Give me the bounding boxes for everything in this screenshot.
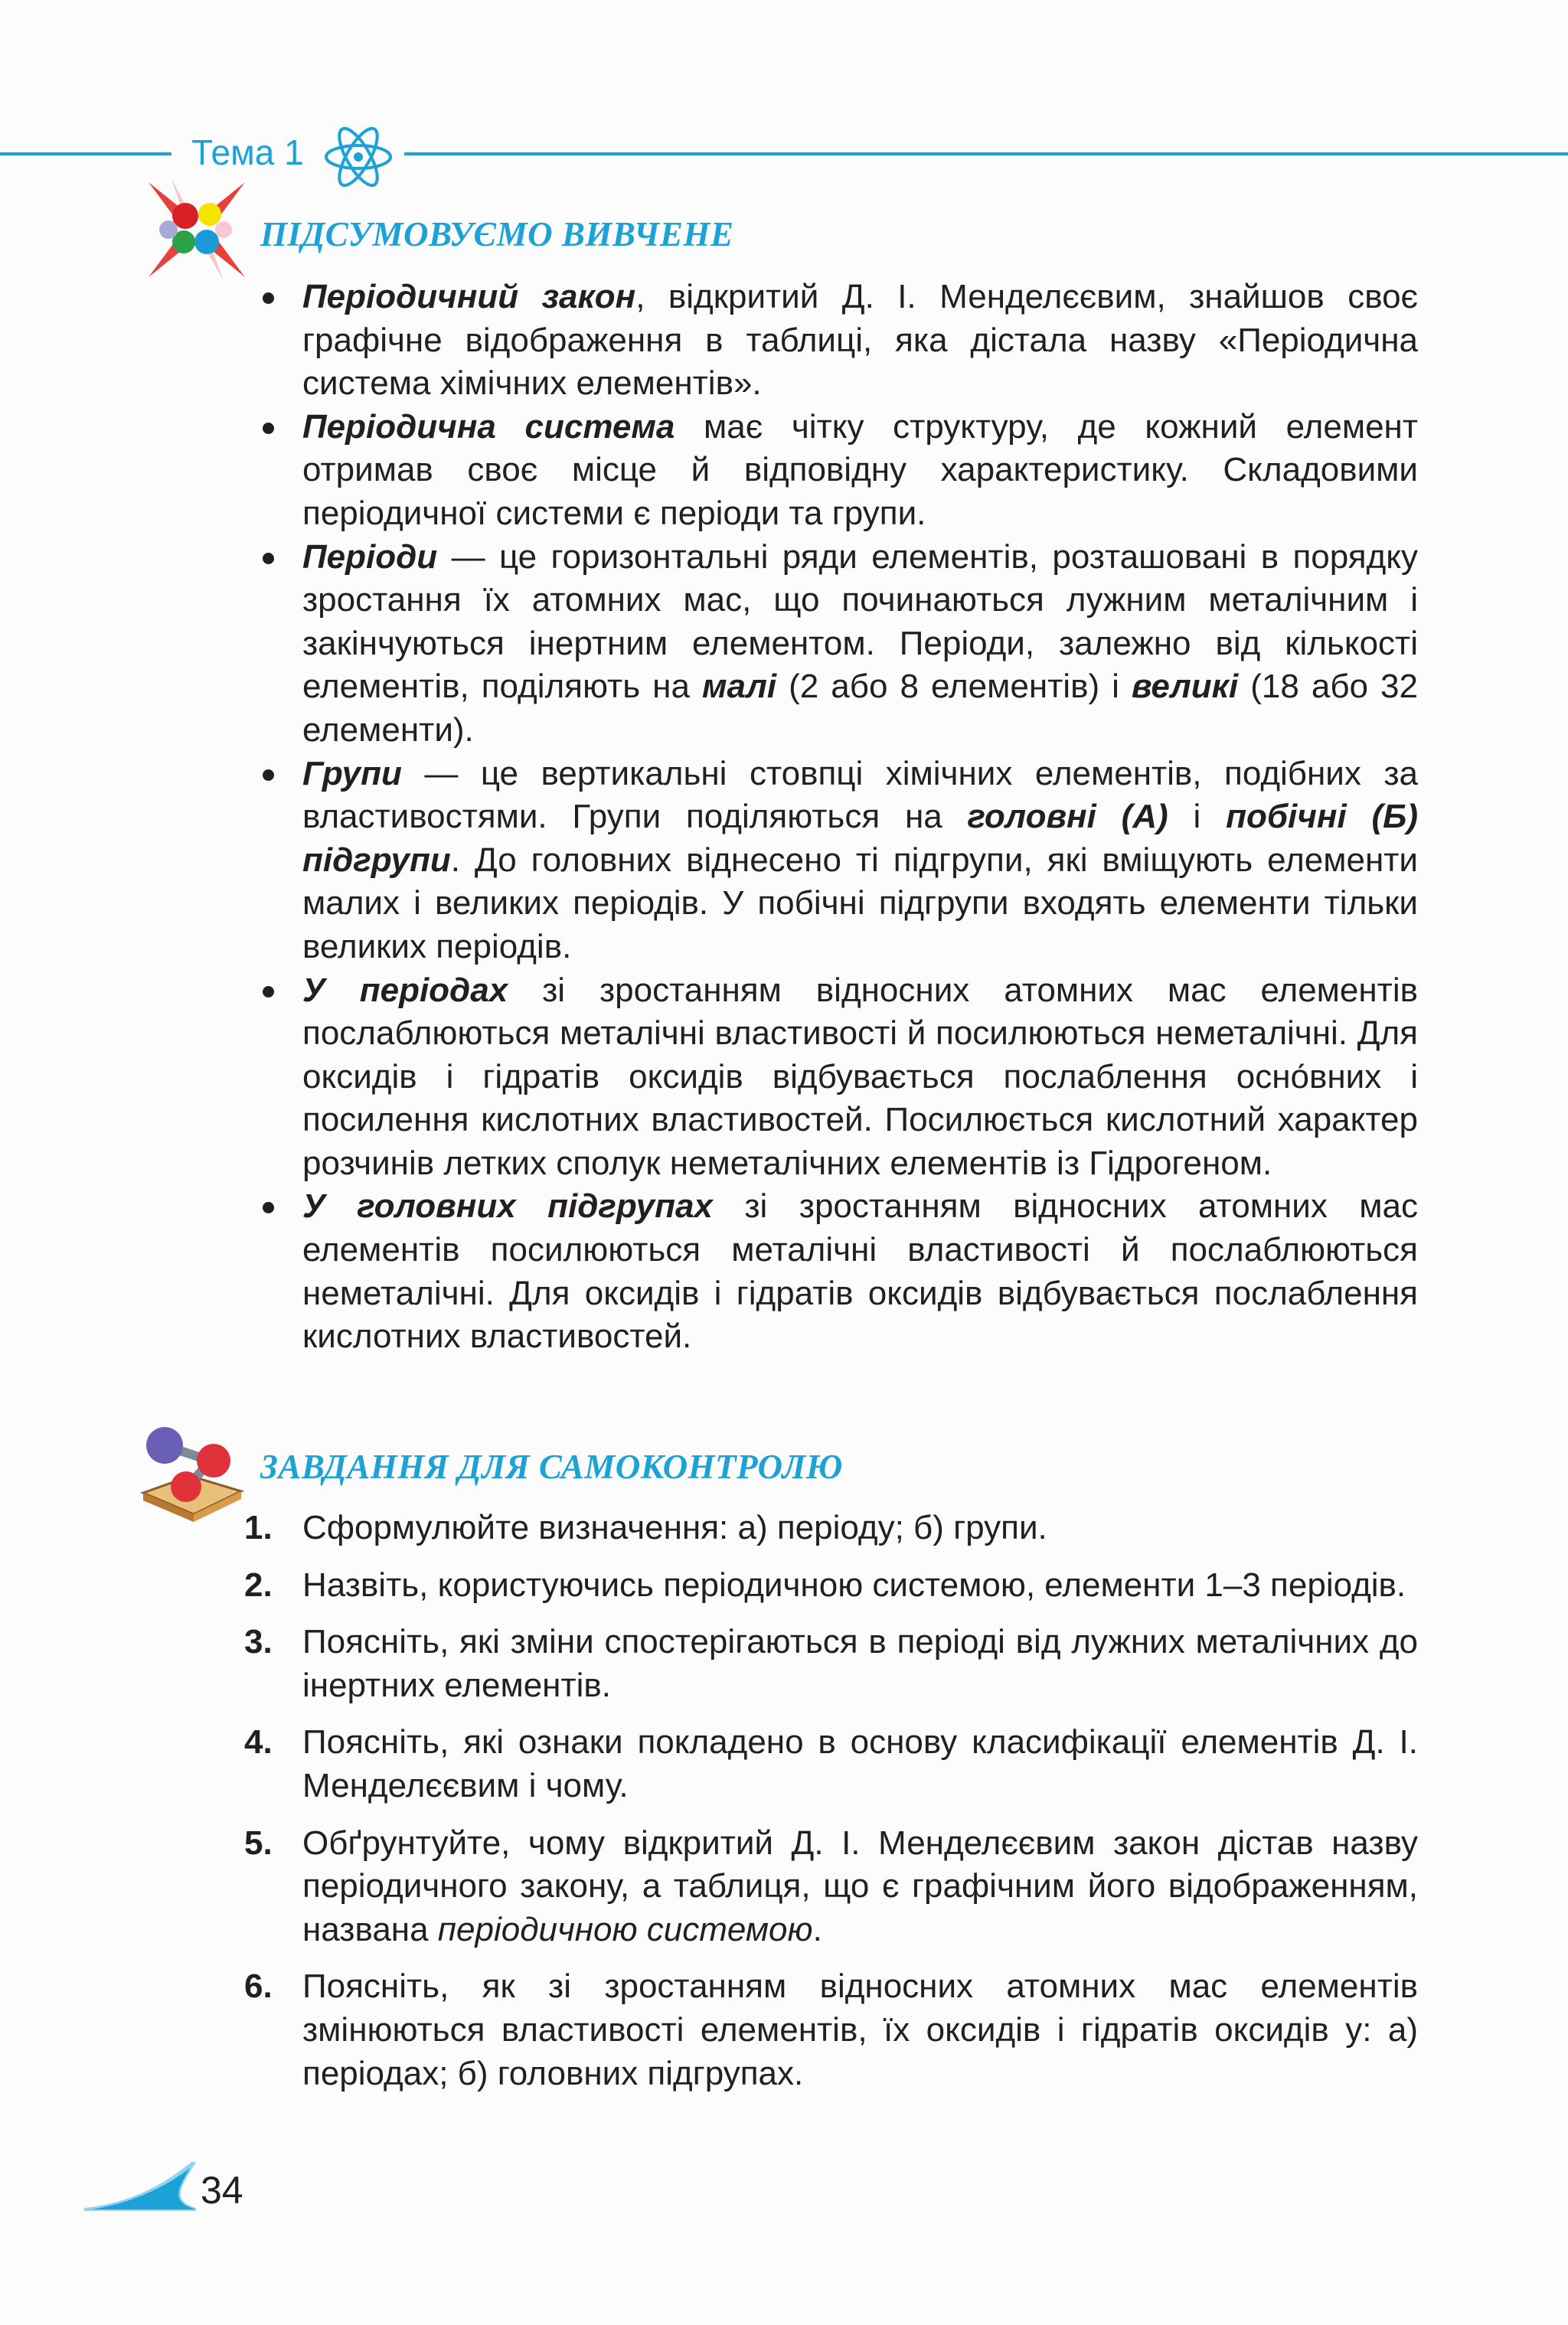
task-item: [244, 1564, 1418, 1608]
summary-title: ПІДСУМОВУЄМО ВИВЧЕНЕ: [260, 215, 734, 253]
molecule-book-icon: [134, 1416, 249, 1527]
text-run: (18 або 32 елементи).: [302, 668, 1418, 749]
summary-item: [302, 406, 1418, 536]
text-run: Обґрунтуйте, чому відкритий Д. І. Менделєєвим закон дістав назву періодичного закону, а таблиця, що є графічним його відображенням, названа: [302, 1824, 1418, 1948]
topic-label: Тема 1: [191, 132, 304, 172]
molecule-burst-icon: [141, 176, 253, 283]
text-run: , відкритий Д. І. Менделєєвим, знайшов своє графічне відображення в таблиці, яка дістала назву «Періодична система хімічних елементів».: [302, 278, 1418, 403]
summary-item: [302, 536, 1418, 753]
emphasis-term: малі: [701, 668, 777, 706]
task-item: [244, 1621, 1418, 1707]
text-run: Сформулюйте визначення: а) періоду; б) групи.: [302, 1509, 1047, 1546]
text-run: і: [1168, 798, 1227, 836]
text-run: (2 або 8 елементів) і: [776, 668, 1132, 706]
task-number: 5.: [244, 1824, 273, 1862]
text-run: зі зростанням відносних атомних мас елементів послаблюються металічні властивості й посилюються неметалічні. Для оксидів і гідратів оксидів відбувається послаблення осно́вних і посилення кислотних властивостей. Посилюється кислотний характер розчинів летких сполук неметалічних елементів із Гідрогеном.: [302, 971, 1418, 1182]
text-run: .: [812, 1910, 822, 1948]
task-number: 3.: [244, 1623, 273, 1661]
text-run: зі зростанням відносних атомних мас елементів посилюються металічні властивості й послаблюються неметалічні. Для оксидів і гідратів оксидів відбувається послаблення кислотних властивостей.: [302, 1187, 1418, 1356]
text-run: — це вертикальні стовпці хімічних елементів, подібних за властивостями. Групи поділяються на: [302, 754, 1418, 836]
emphasis-term: Періодичний закон: [302, 278, 636, 315]
task-item: [244, 1507, 1418, 1550]
emphasis-term: У головних підгрупах: [302, 1187, 713, 1226]
text-run: Поясніть, які ознаки покладено в основу класифікації елементів Д. І. Менделєєвим і чому.: [302, 1723, 1418, 1804]
italic-text: періодичною системою: [437, 1910, 813, 1948]
tasks-list: [244, 1507, 1418, 2109]
text-run: . До головних віднесено ті підгрупи, які вміщують елементи малих і великих періодів. У побічні підгрупи входять елементи тільки великих періодів.: [302, 841, 1418, 965]
summary-item: [302, 969, 1418, 1186]
text-run: — це горизонтальні ряди елементів, розташовані в порядку зростання їх атомних мас, що починаються лужним металічним і закінчуються інертним елементом. Періоди, залежно від кількості елементів, поділяють на: [302, 537, 1418, 706]
text-run: Назвіть, користуючись періодичною системою, елементи 1–3 періодів.: [302, 1566, 1406, 1604]
header-rule-left: [0, 152, 172, 155]
emphasis-term: У періодах: [302, 971, 508, 1009]
emphasis-term: Періодична система: [302, 407, 675, 446]
text-run: Поясніть, як зі зростанням відносних атомних мас елементів змінюються властивості елементів, їх оксидів і гідратів оксидів у: а) періодах; б) головних підгрупах.: [302, 1967, 1418, 2092]
task-number: 6.: [244, 1967, 273, 2006]
text-run: Поясніть, які зміни спостерігаються в періоді від лужних металічних до інертних елементів.: [302, 1623, 1418, 1704]
task-number: 1.: [244, 1509, 273, 1546]
emphasis-term: великі: [1131, 668, 1239, 706]
task-number: 2.: [244, 1566, 273, 1604]
emphasis-term: Групи: [302, 754, 402, 792]
page-number: 34: [201, 2169, 243, 2212]
task-item: [244, 1965, 1418, 2095]
task-item: [244, 1721, 1418, 1807]
summary-item: [302, 276, 1418, 406]
emphasis-term: Періоди: [302, 537, 438, 576]
header-rule-right: [404, 152, 1568, 155]
atom-icon: [322, 122, 395, 191]
summary-list: [302, 276, 1418, 1359]
emphasis-term: побічні (Б) підгрупи: [302, 798, 1418, 879]
emphasis-term: головні (А): [967, 798, 1168, 836]
task-item: [244, 1822, 1418, 1952]
self-control-title: ЗАВДАННЯ ДЛЯ САМОКОНТРОЛЮ: [260, 1448, 843, 1486]
text-run: має чітку структуру, де кожний елемент отримав своє місце й відповідну характеристику. Складовими періодичної системи є періоди та групи.: [302, 407, 1418, 532]
wave-icon: [84, 2157, 199, 2212]
summary-item: [302, 1185, 1418, 1358]
summary-item: [302, 753, 1418, 969]
task-number: 4.: [244, 1723, 273, 1762]
